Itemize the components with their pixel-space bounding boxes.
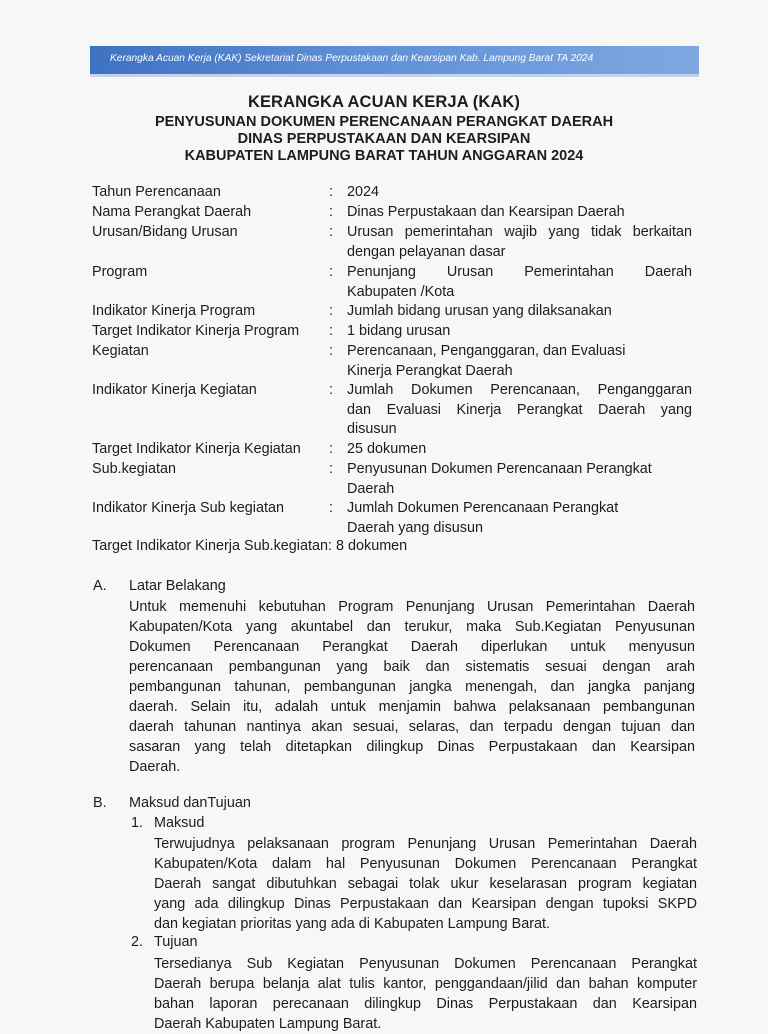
info-colon: : [329,184,333,200]
paragraph-line: Dokumen Perencanaan Perangkat Daerah diperlukan untuk menyusun [129,639,695,655]
section-b-item-2-title: Tujuan [154,934,198,950]
section-a-paragraph [129,597,695,777]
info-colon: : [329,204,333,220]
info-value [347,322,692,342]
info-value [347,302,692,322]
paragraph-line: Kabupaten/Kota dalam hal Penyusunan Dokumen Perencanaan Perangkat [154,856,697,872]
info-colon: : [329,441,333,457]
paragraph-line: Daerah. [129,759,181,775]
info-label: Target Indikator Kinerja Program [92,323,300,339]
info-label: Target Indikator Kinerja Kegiatan [92,441,301,457]
header-banner-text: Kerangka Acuan Kerja (KAK) Sekretariat Dinas Perpustakaan dan Kearsipan Kab. Lampung Barat TA 2024 [110,53,594,64]
info-colon: : [329,343,333,359]
info-value [347,183,692,203]
paragraph-line: Tersedianya Sub Kegiatan Penyusunan Dokumen Perencanaan Perangkat [154,956,697,972]
info-label: Urusan/Bidang Urusan [92,224,238,240]
info-value-line: Kinerja Perangkat Daerah [347,362,513,379]
paragraph-line: Terwujudnya pelaksanaan program Penunjang Urusan Pemerintahan Daerah [154,836,697,852]
info-value-line: Penunjang Urusan Pemerintahan Daerah [347,264,692,280]
section-b-item-1-number: 1. [131,815,144,831]
section-a-title: Latar Belakang [129,578,226,594]
info-value-line: Kabupaten /Kota [347,283,455,300]
info-value-line: Jumlah Dokumen Perencanaan, Penganggaran [347,382,692,398]
paragraph-line: perencanaan pembangunan yang baik dan sistematis sesuai dengan arah [129,659,695,675]
paragraph-line: Kabupaten/Kota yang akuntabel dan terukur, maka Sub.Kegiatan Penyusunan [129,619,695,635]
info-value [347,263,692,302]
info-label: Tahun Perencanaan [92,184,221,200]
info-value [347,440,692,460]
info-value [347,460,692,499]
info-value-line: Dinas Perpustakaan dan Kearsipan Daerah [347,204,625,220]
document-subtitle-1: PENYUSUNAN DOKUMEN PERENCANAAN PERANGKAT DAERAH [154,114,614,130]
info-value-line: 1 bidang urusan [347,323,451,339]
info-value [347,223,692,262]
info-value-line: dengan pelayanan dasar [347,243,506,260]
paragraph-line: Daerah berupa belanja alat tulis kantor, penggandaan/jilid dan bahan komputer [154,976,697,992]
info-colon: : [329,224,333,240]
info-label: Indikator Kinerja Sub kegiatan [92,500,284,516]
document-title: KERANGKA ACUAN KERJA (KAK) [247,93,521,111]
section-b-title: Maksud danTujuan [129,795,251,811]
paragraph-line: Daerah sangat dibutuhkan sebagai tolak ukur keselarasan program kegiatan [154,876,697,892]
info-value-line: Jumlah Dokumen Perencanaan Perangkat [347,500,619,516]
section-b-item-1-title: Maksud [154,815,205,831]
paragraph-line: daerah. Selain itu, adalah untuk menjamin bahwa pelaksanaan pembangunan [129,699,695,715]
info-value-line: Penyusunan Dokumen Perencanaan Perangkat [347,461,652,477]
document-subtitle-2: DINAS PERPUSTAKAAN DAN KEARSIPAN [237,131,531,147]
info-value-line: 2024 [347,184,380,200]
info-value-line: Urusan pemerintahan wajib yang tidak berkaitan [347,224,692,240]
info-value [347,499,692,538]
info-colon: : [329,264,333,280]
info-value-line: Daerah yang disusun [347,519,484,536]
info-value [347,381,692,440]
info-value-line: Daerah [347,480,395,497]
info-colon: : [329,461,333,477]
paragraph-line: sasaran yang telah ditetapkan dilingkup Dinas Perpustakaan dan Kearsipan [129,739,695,755]
info-label: Nama Perangkat Daerah [92,204,252,220]
document-subtitle-3: KABUPATEN LAMPUNG BARAT TAHUN ANGGARAN 2024 [184,148,584,164]
info-label: Indikator Kinerja Kegiatan [92,382,257,398]
section-a-letter: A. [93,578,107,594]
section-b-item-2-number: 2. [131,934,144,950]
paragraph-line: yang ada dilingkup Dinas Perpustakaan dan Kearsipan dengan tupoksi SKPD [154,896,697,912]
paragraph-line: bahan laporan perecanaan dilingkup Dinas Perpustakaan dan Kearsipan [154,996,697,1012]
info-value-line: 25 dokumen [347,441,427,457]
info-value-line: Perencanaan, Penganggaran, dan Evaluasi [347,343,626,359]
paragraph-line: dan kegiatan prioritas yang ada di Kabupaten Lampung Barat. [154,916,551,932]
info-colon: : [329,323,333,339]
info-label: Program [92,264,148,280]
info-value [347,342,692,381]
info-label: Indikator Kinerja Program [92,303,256,319]
paragraph-line: pembangunan tahunan, pembangunan jangka menengah, dan jangka panjang [129,679,695,695]
info-colon: : [329,303,333,319]
info-label: Sub.kegiatan [92,461,177,477]
section-b-letter: B. [93,795,107,811]
target-sub-kegiatan: Target Indikator Kinerja Sub.kegiatan: 8 dokumen [92,538,408,554]
paragraph-line: daerah tahunan nantinya akan sesuai, selaras, dan terpadu dengan tujuan dan [129,719,695,735]
paragraph-line: Untuk memenuhi kebutuhan Program Penunjang Urusan Pemerintahan Daerah [129,599,695,615]
section-b-item-2-paragraph [154,954,697,1034]
info-value [347,203,692,223]
info-colon: : [329,500,333,516]
info-colon: : [329,382,333,398]
info-value-line: dan Evaluasi Kinerja Perangkat Daerah yang [347,401,692,418]
header-banner [90,46,699,74]
info-value-line: Jumlah bidang urusan yang dilaksanakan [347,303,612,319]
paragraph-line: Daerah Kabupaten Lampung Barat. [154,1016,382,1032]
info-value-line: disusun [347,421,397,437]
section-b-item-1-paragraph [154,834,697,934]
info-label: Kegiatan [92,343,149,359]
